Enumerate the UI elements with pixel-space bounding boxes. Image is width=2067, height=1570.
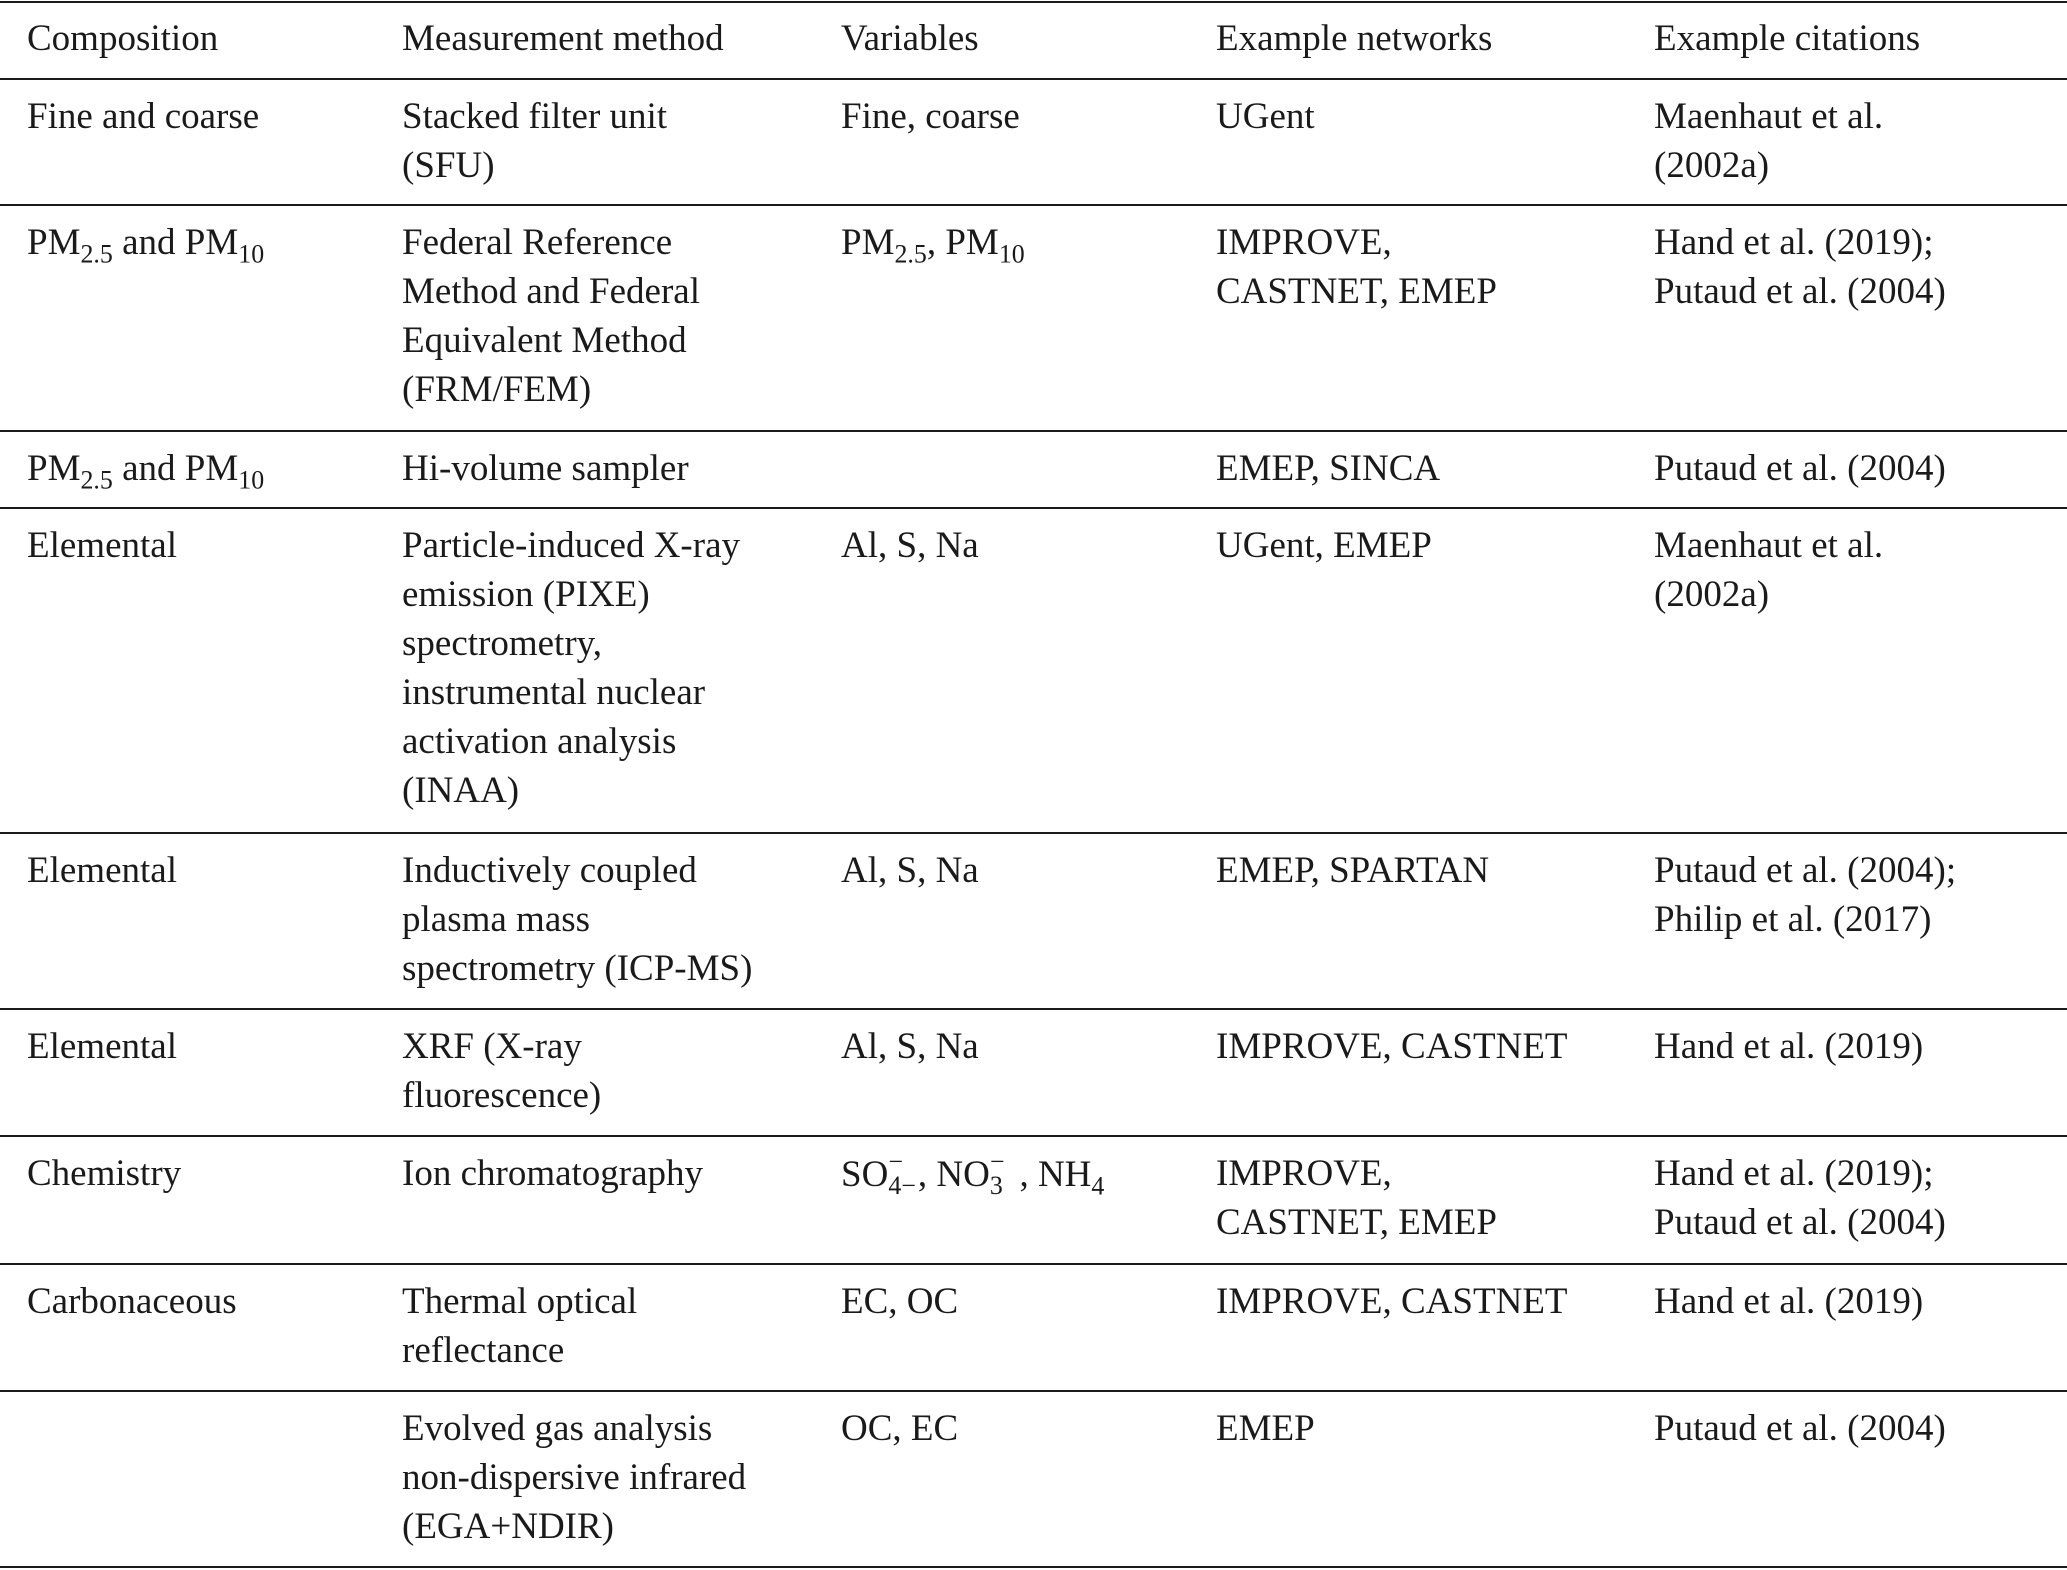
- method-cell: Evolved gas analysis non-dispersive infrared (EGA+NDIR): [402, 1408, 747, 1547]
- citations-cell: Hand et al. (2019); Putaud et al. (2004): [1654, 1153, 1946, 1243]
- variables-cell: Fine, coarse: [841, 96, 1020, 137]
- variables-cell: $PM_{2.5}$, $PM_{10}$: [841, 222, 1025, 269]
- method-cell: Stacked filter unit (SFU): [402, 96, 668, 186]
- networks-cell: IMPROVE, CASTNET: [1216, 1026, 1568, 1067]
- method-cell: Thermal optical reflectance: [402, 1281, 638, 1371]
- composition-cell: Elemental: [27, 850, 177, 891]
- header-example-networks: Example networks: [1216, 18, 1493, 59]
- citations-cell: Maenhaut et al. (2002a): [1654, 96, 1884, 186]
- networks-cell: IMPROVE, CASTNET, EMEP: [1216, 222, 1497, 312]
- method-cell: Federal Reference Method and Federal Equivalent Method (FRM/FEM): [402, 222, 700, 410]
- citations-cell: Hand et al. (2019): [1654, 1281, 1924, 1322]
- networks-cell: IMPROVE, CASTNET, EMEP: [1216, 1153, 1497, 1243]
- citations-cell: Hand et al. (2019); Putaud et al. (2004): [1654, 222, 1946, 312]
- table-row: [0, 507, 2067, 832]
- composition-cell: Elemental: [27, 525, 177, 566]
- citations-cell: Maenhaut et al. (2002a): [1654, 525, 1884, 615]
- table-row: [0, 1263, 2067, 1390]
- variables-cell: SO − 4− , NO − 3 , $NH_4$: [841, 1147, 1105, 1201]
- header-composition: Composition: [27, 18, 219, 59]
- networks-cell: IMPROVE, CASTNET: [1216, 1281, 1568, 1322]
- citations-cell: Putaud et al. (2004); Philip et al. (2017): [1654, 850, 1957, 940]
- header-variables: Variables: [841, 18, 979, 59]
- bottom-rule: [0, 1566, 2067, 1568]
- table-row: [0, 430, 2067, 507]
- networks-cell: UGent, EMEP: [1216, 525, 1432, 566]
- table-row: [0, 78, 2067, 204]
- variables-cell: OC, EC: [841, 1408, 959, 1449]
- variables-cell: Al, S, Na: [841, 1026, 979, 1067]
- citations-cell: Putaud et al. (2004): [1654, 1408, 1946, 1449]
- variables-cell: EC, OC: [841, 1281, 959, 1322]
- method-cell: XRF (X-ray fluorescence): [402, 1026, 602, 1116]
- networks-cell: UGent: [1216, 96, 1315, 137]
- networks-cell: EMEP, SINCA: [1216, 448, 1441, 489]
- method-cell: Inductively coupled plasma mass spectrometry (ICP-MS): [402, 850, 753, 989]
- header-example-citations: Example citations: [1654, 18, 1921, 59]
- composition-cell: Elemental: [27, 1026, 177, 1067]
- header-measurement-method: Measurement method: [402, 18, 724, 59]
- table-row: [0, 832, 2067, 1008]
- networks-cell: EMEP: [1216, 1408, 1315, 1449]
- composition-cell: Fine and coarse: [27, 96, 260, 137]
- composition-cell: $PM_{2.5}$ and $PM_{10}$: [27, 222, 265, 269]
- method-cell: Hi-volume sampler: [402, 448, 689, 489]
- method-cell: Ion chromatography: [402, 1153, 704, 1194]
- variables-cell: Al, S, Na: [841, 850, 979, 891]
- networks-cell: EMEP, SPARTAN: [1216, 850, 1490, 891]
- citations-cell: Hand et al. (2019): [1654, 1026, 1924, 1067]
- method-cell: Particle-induced X-ray emission (PIXE) spectrometry, instrumental nuclear activation analysis (INAA): [402, 525, 740, 811]
- table-row: [0, 1135, 2067, 1263]
- table-row: [0, 1390, 2067, 1566]
- composition-cell: $PM_{2.5}$ and $PM_{10}$: [27, 448, 265, 495]
- table-header: [0, 0, 2067, 78]
- composition-cell: Chemistry: [27, 1153, 182, 1194]
- table-row: [0, 1008, 2067, 1135]
- table-row: [0, 204, 2067, 430]
- citations-cell: Putaud et al. (2004): [1654, 448, 1946, 489]
- variables-cell: Al, S, Na: [841, 525, 979, 566]
- composition-cell: Carbonaceous: [27, 1281, 237, 1322]
